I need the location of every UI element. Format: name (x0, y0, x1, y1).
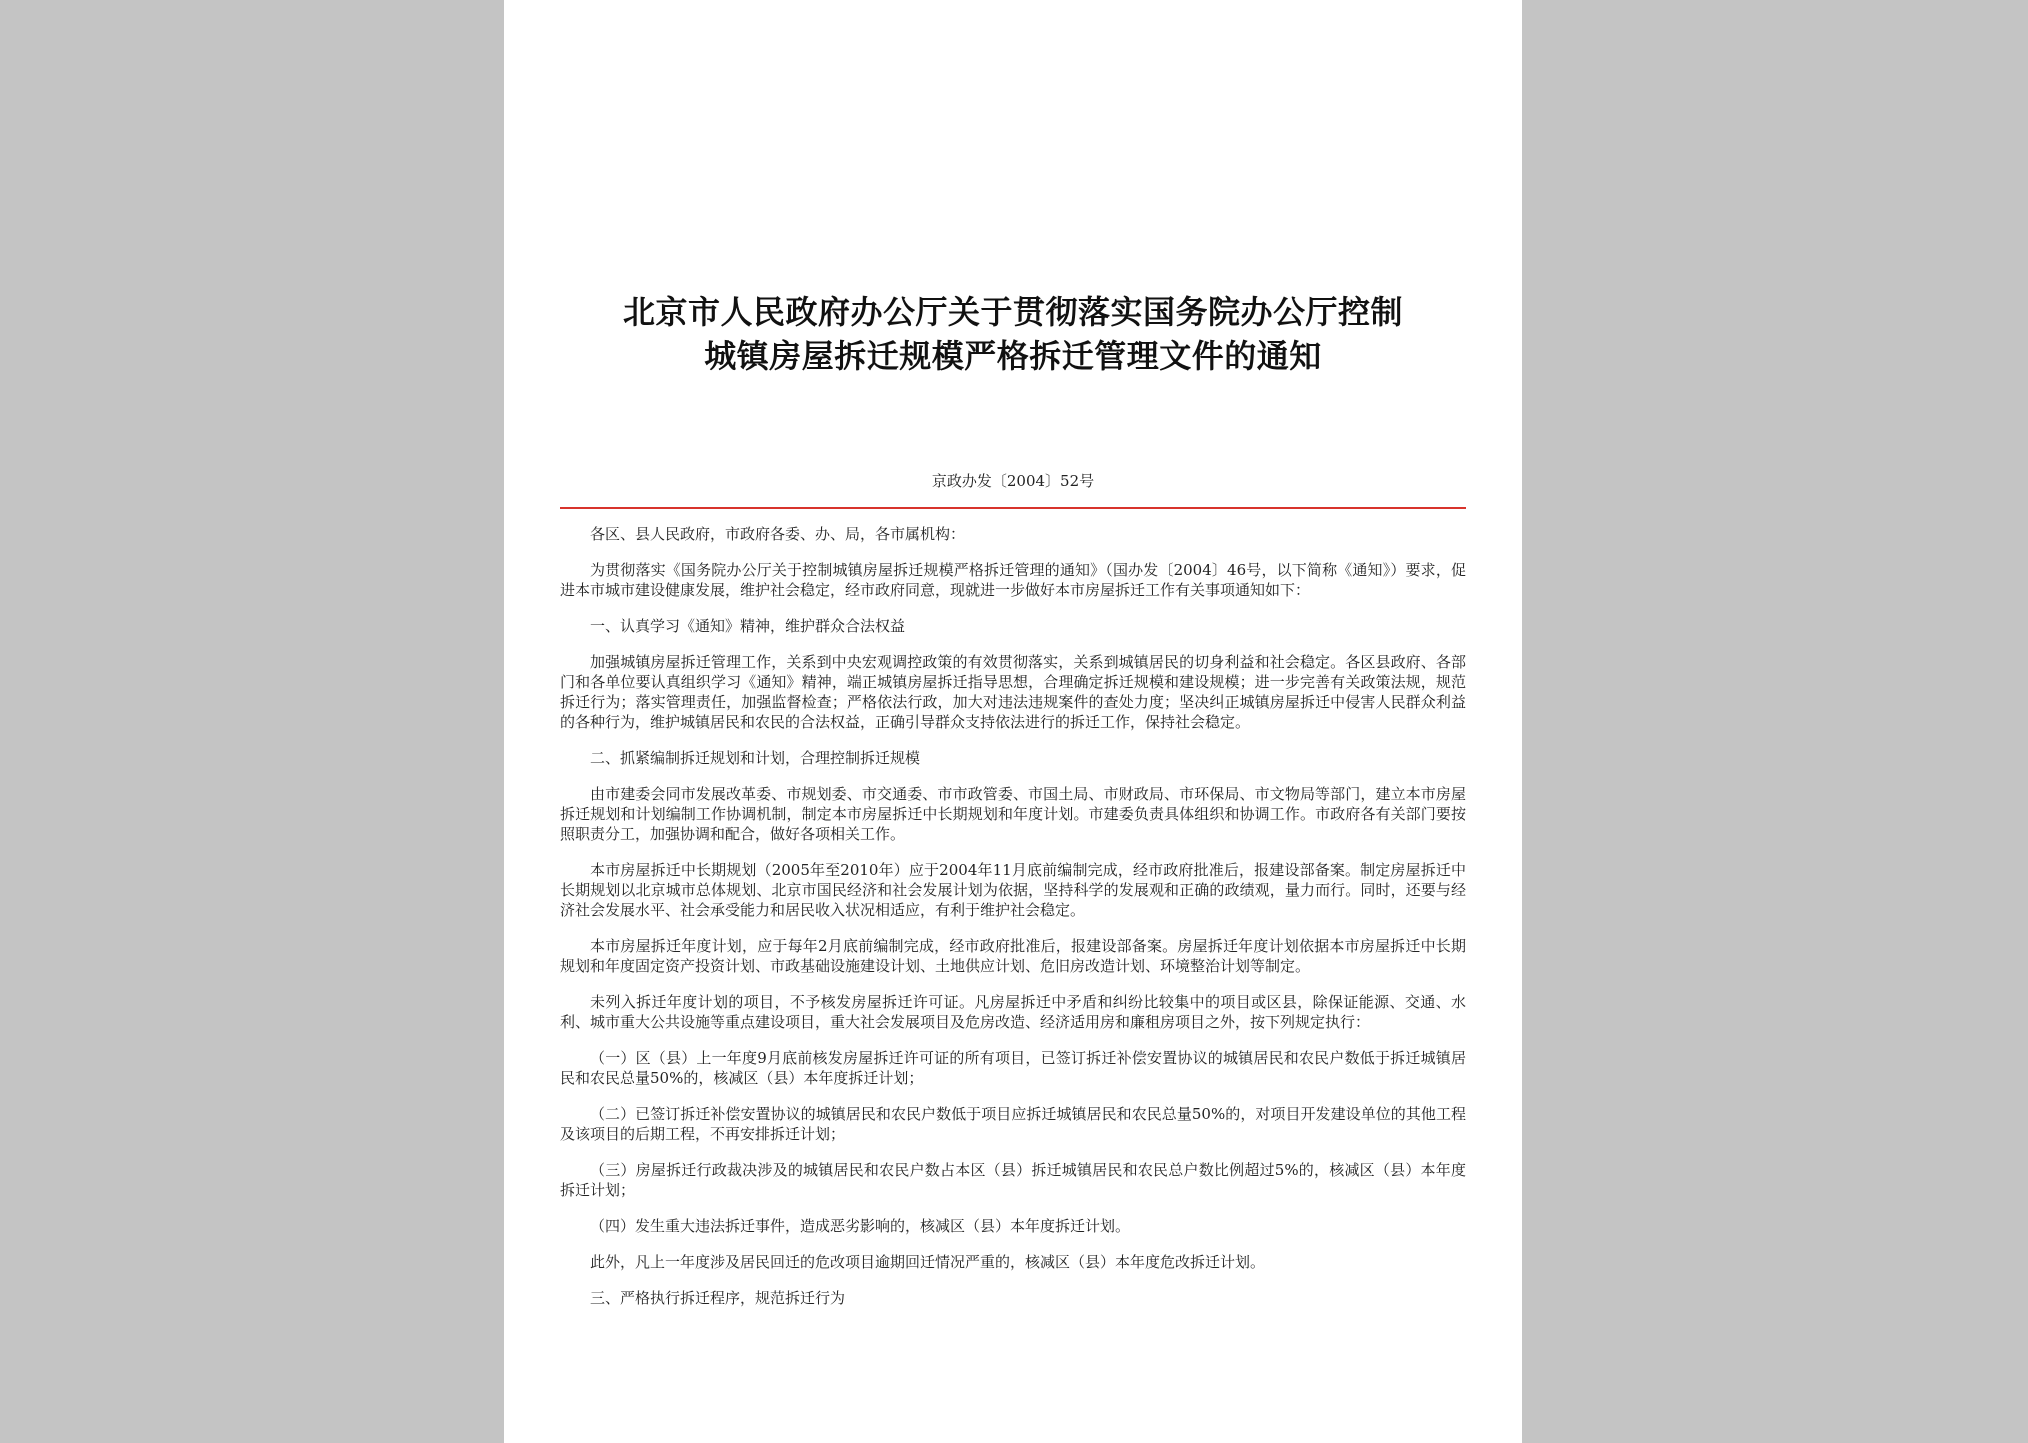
list-item: （三）房屋拆迁行政裁决涉及的城镇居民和农民户数占本区（县）拆迁城镇居民和农民总户数比例超过5%的，核减区（县）本年度拆迁计划； (560, 1161, 1466, 1199)
document-page (504, 0, 1522, 1443)
section-heading: 一、认真学习《通知》精神，维护群众合法权益 (590, 617, 906, 635)
document-number: 京政办发〔2004〕52号 (931, 472, 1095, 490)
paragraph: 加强城镇房屋拆迁管理工作，关系到中央宏观调控政策的有效贯彻落实，关系到城镇居民的切身利益和社会稳定。各区县政府、各部门和各单位要认真组织学习《通知》精神，端正城镇房屋拆迁指导思想，合理确定拆迁规模和建设规模；进一步完善有关政策法规，规范拆迁行为；落实管理责任，加强监督检查；严格依法行政，加大对违法违规案件的查处力度；坚决纠正城镇房屋拆迁中侵害人民群众利益的各种行为，维护城镇居民和农民的合法权益，正确引导群众支持依法进行的拆迁工作，保持社会稳定。 (560, 653, 1466, 731)
list-item: （一）区（县）上一年度9月底前核发房屋拆迁许可证的所有项目，已签订拆迁补偿安置协议的城镇居民和农民户数低于拆迁城镇居民和农民总量50%的，核减区（县）本年度拆迁计划； (560, 1049, 1466, 1087)
paragraph: 由市建委会同市发展改革委、市规划委、市交通委、市市政管委、市国土局、市财政局、市环保局、市文物局等部门，建立本市房屋拆迁规划和计划编制工作协调机制，制定本市房屋拆迁中长期规划和年度计划。市建委负责具体组织和协调工作。市政府各有关部门要按照职责分工，加强协调和配合，做好各项相关工作。 (560, 785, 1466, 843)
list-item: （二）已签订拆迁补偿安置协议的城镇居民和农民户数低于项目应拆迁城镇居民和农民总量50%的，对项目开发建设单位的其他工程及该项目的后期工程，不再安排拆迁计划； (560, 1105, 1466, 1143)
title-line-1: 北京市人民政府办公厅关于贯彻落实国务院办公厅控制 (622, 293, 1403, 331)
section-heading: 三、严格执行拆迁程序，规范拆迁行为 (590, 1289, 846, 1307)
paragraph: 本市房屋拆迁年度计划，应于每年2月底前编制完成，经市政府批准后，报建设部备案。房屋拆迁年度计划依据本市房屋拆迁中长期规划和年度固定资产投资计划、市政基础设施建设计划、土地供应计划、危旧房改造计划、环境整治计划等制定。 (560, 937, 1466, 975)
salutation: 各区、县人民政府，市政府各委、办、局，各市属机构： (590, 525, 966, 543)
section-heading: 二、抓紧编制拆迁规划和计划，合理控制拆迁规模 (590, 749, 921, 767)
paragraph: 本市房屋拆迁中长期规划（2005年至2010年）应于2004年11月底前编制完成，经市政府批准后，报建设部备案。制定房屋拆迁中长期规划以北京城市总体规划、北京市国民经济和社会发展计划为依据，坚持科学的发展观和正确的政绩观，量力而行。同时，还要与经济社会发展水平、社会承受能力和居民收入状况相适应，有利于维护社会稳定。 (560, 861, 1466, 919)
list-item: （四）发生重大违法拆迁事件，造成恶劣影响的，核减区（县）本年度拆迁计划。 (590, 1217, 1131, 1235)
paragraph: 此外，凡上一年度涉及居民回迁的危改项目逾期回迁情况严重的，核减区（县）本年度危改拆迁计划。 (590, 1253, 1266, 1271)
paragraph: 为贯彻落实《国务院办公厅关于控制城镇房屋拆迁规模严格拆迁管理的通知》（国办发〔2004〕46号，以下简称《通知》）要求，促进本市城市建设健康发展，维护社会稳定，经市政府同意，现就进一步做好本市房屋拆迁工作有关事项通知如下： (560, 561, 1466, 599)
document-body (560, 524, 1466, 1324)
paragraph: 未列入拆迁年度计划的项目，不予核发房屋拆迁许可证。凡房屋拆迁中矛盾和纠纷比较集中的项目或区县，除保证能源、交通、水利、城市重大公共设施等重点建设项目，重大社会发展项目及危房改造、经济适用房和廉租房项目之外，按下列规定执行： (560, 993, 1466, 1031)
red-divider (560, 507, 1466, 509)
title-line-2: 城镇房屋拆迁规模严格拆迁管理文件的通知 (704, 337, 1322, 375)
document-title (504, 290, 1522, 378)
